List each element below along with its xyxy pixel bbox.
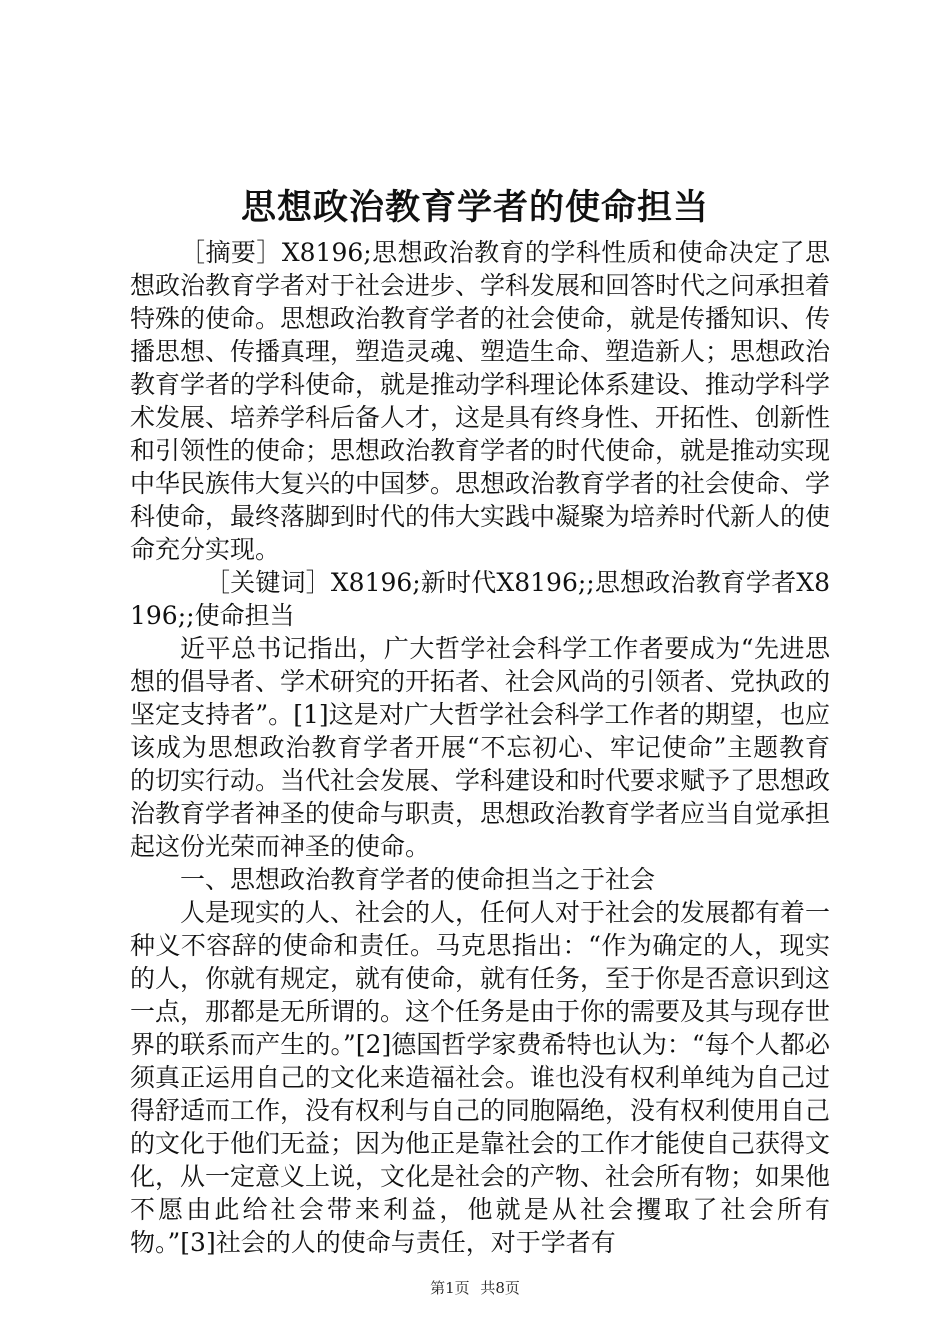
intro-paragraph: 近平总书记指出，广大哲学社会科学工作者要成为“先进思想的倡导者、学术研究的开拓者、社会风尚的引领者、党执政的坚定支持者”。[1]这是对广大哲学社会科学工作者的期望，也应该成为思想政治教育学者开展“不忘初心、牢记使命”主题教育的切实行动。当代社会发展、学科建设和时代要求赋予了思想政治教育学者神圣的使命与职责，思想政治教育学者应当自觉承担起这份光荣而神圣的使命。 — [130, 634, 831, 861]
document-body — [130, 236, 830, 1259]
page-footer — [0, 1278, 950, 1298]
section-heading: 一、思想政治教育学者的使命担当之于社会 — [180, 865, 656, 894]
abstract-paragraph: ［摘要］X8196;思想政治教育的学科性质和使命决定了思想政治教育学者对于社会进步、学科发展和回答时代之问承担着特殊的使命。思想政治教育学者的社会使命，就是传播知识、传播思想、传播真理，塑造灵魂、塑造生命、塑造新人；思想政治教育学者的学科使命，就是推动学科理论体系建设、推动学科学术发展、培养学科后备人才，这是具有终身性、开拓性、创新性和引领性的使命；思想政治教育学者的时代使命，就是推动实现中华民族伟大复兴的中国梦。思想政治教育学者的社会使命、学科使命，最终落脚到时代的伟大实践中凝聚为培养时代新人的使命充分实现。 — [130, 238, 831, 564]
document-title: 思想政治教育学者的使命担当 — [240, 188, 709, 228]
page-number: 第1页 — [430, 1279, 470, 1297]
body-paragraph: 人是现实的人、社会的人，任何人对于社会的发展都有着一种义不容辞的使命和责任。马克思指出：“作为确定的人，现实的人，你就有规定，就有使命，就有任务，至于你是否意识到这一点，那都是无所谓的。这个任务是由于你的需要及其与现存世界的联系而产生的。”[2]德国哲学家费希特也认为：“每个人都必须真正运用自己的文化来造福社会。谁也没有权利单纯为自己过得舒适而工作，没有权利与自己的同胞隔绝，没有权利使用自己的文化于他们无益；因为他正是靠社会的工作才能使自己获得文化，从一定意义上说，文化是社会的产物、社会所有物；如果他不愿由此给社会带来利益，他就是从社会攫取了社会所有物。”[3]社会的人的使命与责任，对于学者有 — [130, 898, 831, 1257]
keywords-paragraph: ［关键词］X8196;新时代X8196;;思想政治教育学者X8196;;使命担当 — [130, 568, 830, 630]
page-total: 共8页 — [480, 1279, 520, 1297]
